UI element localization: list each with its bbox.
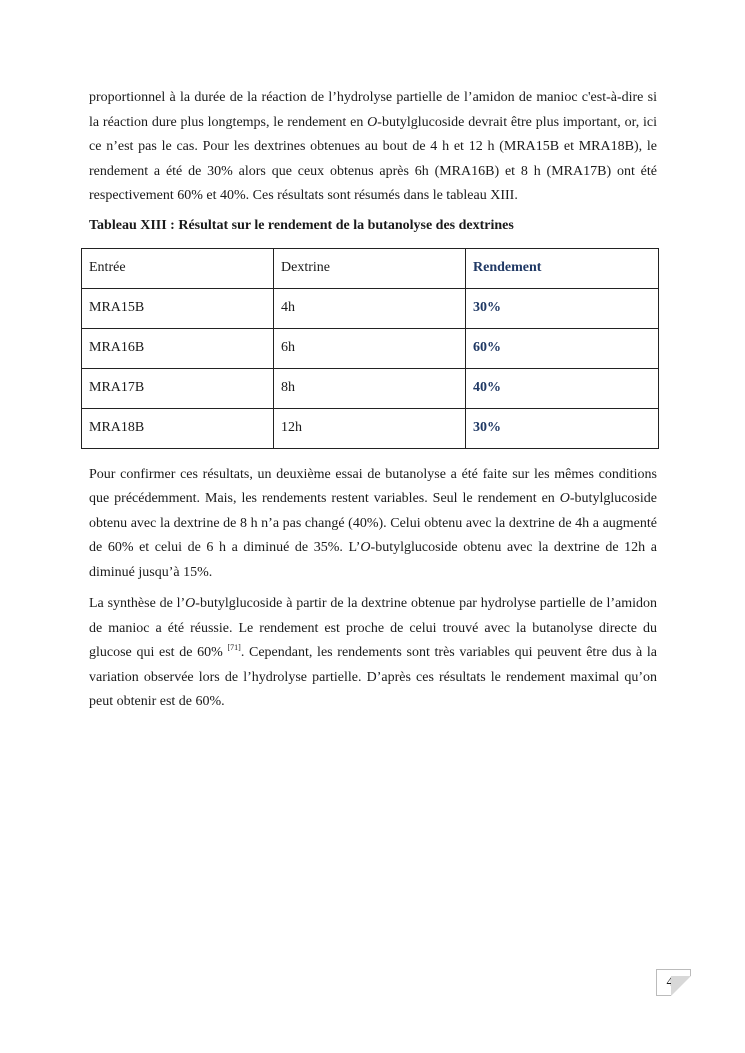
cell-rendement: 60% — [466, 328, 659, 368]
header-rendement: Rendement — [466, 248, 659, 288]
cell-dextrine: 12h — [274, 408, 466, 448]
cell-rendement: 40% — [466, 368, 659, 408]
cell-rendement: 30% — [466, 408, 659, 448]
text-run: . Cependant, les rendements sont très variables qui peuvent être dus à la variation observée lors de l’hydrolyse partielle. D’après ces résultats le rendement maximal qu’on peut obtenir est de 60%. — [89, 645, 657, 709]
page-number — [656, 969, 691, 996]
header-entree: Entrée — [82, 248, 274, 288]
paragraph-1 — [89, 86, 657, 209]
cell-dextrine: 8h — [274, 368, 466, 408]
page-fold-icon — [671, 976, 691, 996]
table-row — [82, 408, 659, 448]
cell-dextrine: 6h — [274, 328, 466, 368]
table-row — [82, 328, 659, 368]
table-header-row — [82, 248, 659, 288]
italic-o: O — [185, 596, 196, 611]
text-run: -butylglucoside obtenu avec la dextrine de 12h a diminué jusqu’à 15%. — [89, 540, 657, 580]
text-run: proportionnel à la durée de la réaction de l’hydrolyse partielle de l’amidon de manioc c'est-à-dire si la réaction dure plus longtemps, le rendement en — [89, 90, 657, 130]
cell-entree: MRA16B — [82, 328, 274, 368]
text-run: La synthèse de l’ — [89, 596, 186, 611]
italic-o: O — [360, 540, 371, 555]
italic-o: O — [559, 491, 570, 506]
text-run: -butylglucoside devrait être plus important, or, ici ce n’est pas le cas. Pour les dextrines obtenues au bout de 4 h et 12 h (MRA15B et MRA18B), le rendement a été de 30% alors que ceux obtenus après 6h (MRA16B) et 8 h (MRA17B) ont été respectivement 60% et 40%. Ces résultats sont résumés dans le tableau XIII. — [89, 114, 658, 203]
text-run: -butylglucoside obtenu avec la dextrine de 8 h n’a pas changé (40%). Celui obtenu avec la dextrine de 4h a augmenté de 60% et celui de 6 h a diminué de 35%. L’ — [89, 491, 657, 555]
paragraph-2 — [89, 463, 657, 586]
results-table — [81, 248, 659, 449]
text-run: -butylglucoside à partir de la dextrine obtenue par hydrolyse partielle de l’amidon de manioc a été réussie. Le rendement est proche de celui trouvé avec la butanolyse directe du glucose qui est de 60% — [89, 596, 658, 660]
header-dextrine: Dextrine — [274, 248, 466, 288]
cell-entree: MRA15B — [82, 288, 274, 328]
page-content — [89, 86, 657, 715]
table-caption: Tableau XIII : Résultat sur le rendement de la butanolyse des dextrines — [89, 217, 514, 233]
cell-rendement: 30% — [466, 288, 659, 328]
paragraph-3 — [89, 592, 657, 715]
cell-entree: MRA17B — [82, 368, 274, 408]
table-row — [82, 368, 659, 408]
text-run: Pour confirmer ces résultats, un deuxième essai de butanolyse a été faite sur les mêmes conditions que précédemment. Mais, les rendements restent variables. Seul le rendement en — [89, 466, 657, 506]
table-row — [82, 288, 659, 328]
cell-entree: MRA18B — [82, 408, 274, 448]
citation-ref: [71] — [227, 643, 241, 652]
cell-dextrine: 4h — [274, 288, 466, 328]
italic-o: O — [367, 114, 378, 130]
page-number-label: 47 — [666, 975, 681, 990]
